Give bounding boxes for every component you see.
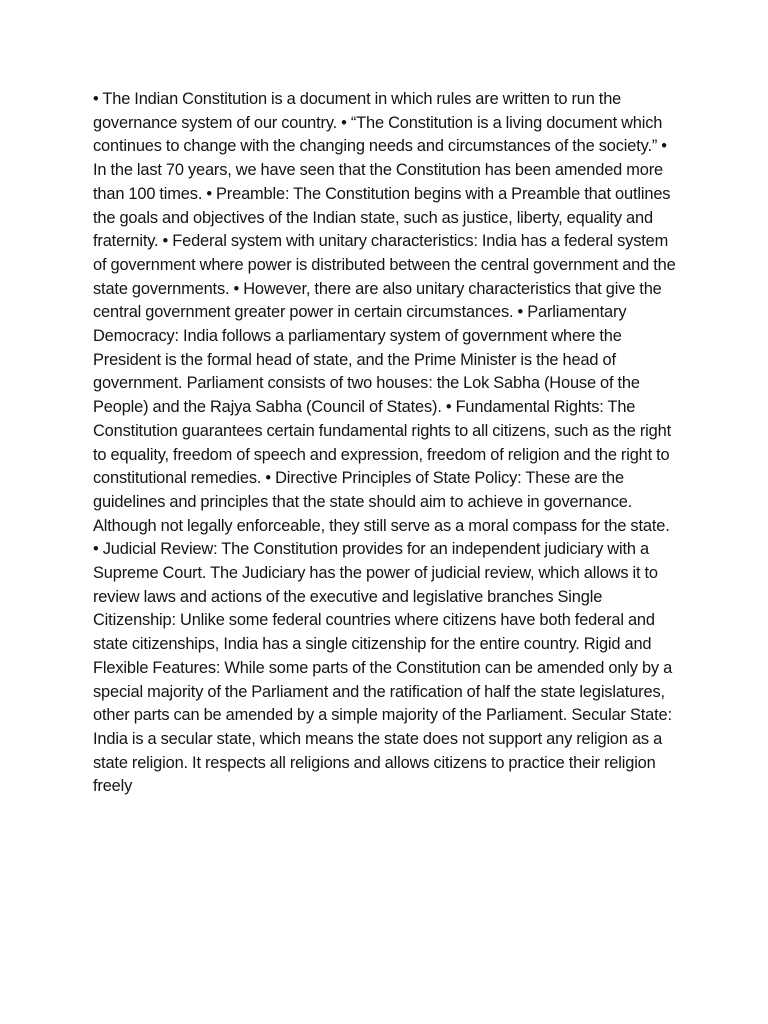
body-paragraph: • The Indian Constitution is a document in which rules are written to run the governance system of our country. • “The Constitution is a living document which continues to change with the changing needs and circumstances of the society.” • In the last 70 years, we have seen that the Constitution has been amended more than 100 times. • Preamble: The Constitution begins with a Preamble that outlines the goals and objectives of the Indian state, such as justice, liberty, equality and fraternity. • Federal system with unitary characteristics: India has a federal system of government where power is distributed between the central government and the state governments. • However, there are also unitary characteristics that give the central government greater power in certain circumstances. • Parliamentary Democracy: India follows a parliamentary system of government where the President is the formal head of state, and the Prime Minister is the head of government. Parliament consists of two houses: the Lok Sabha (House of the People) and the Rajya Sabha (Council of States). • Fundamental Rights: The Constitution guarantees certain fundamental rights to all citizens, such as the right to equality, freedom of speech and expression, freedom of religion and the right to constitutional remedies. • Directive Principles of State Policy: These are the guidelines and principles that the state should aim to achieve in governance. Although not legally enforceable, they still serve as a moral compass for the state. • Judicial Review: The Constitution provides for an independent judiciary with a Supreme Court. The Judiciary has the power of judicial review, which allows it to review laws and actions of the executive and legislative branches Single Citizenship: Unlike some federal countries where citizens have both federal and state citizenships, India has a single citizenship for the entire country. Rigid and Flexible Features: While some parts of the Constitution can be amended only by a special majority of the Parliament and the ratification of half the state legislatures, other parts can be amended by a simple majority of the Parliament. Secular State: India is a secular state, which means the state does not support any religion as a state religion. It respects all religions and allows citizens to practice their religion freely	[93, 90, 676, 796]
document-page	[93, 88, 677, 799]
